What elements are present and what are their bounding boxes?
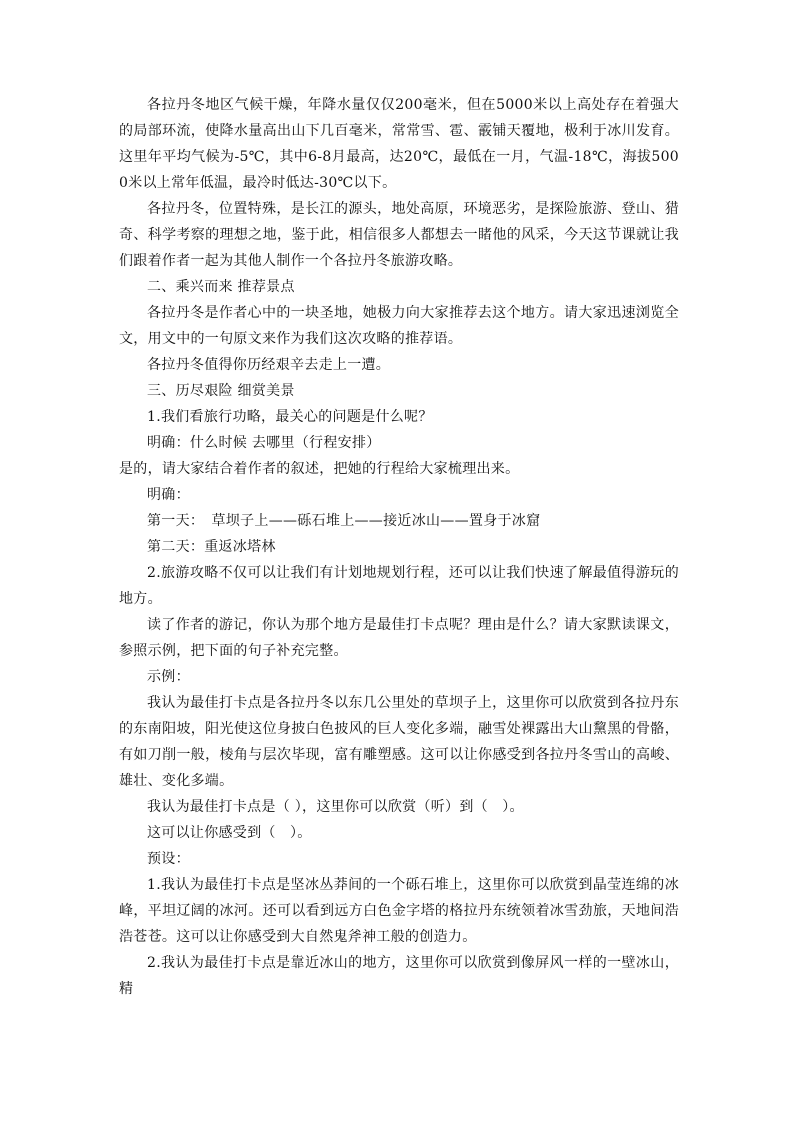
paragraph-recommend: 各拉丹冬是作者心中的一块圣地，她极力向大家推荐去这个地方。请大家迅速浏览全文，用文中的一句原文来作为我们这次攻略的推荐语。: [119, 305, 679, 347]
question-1: 1.我们看旅行功略，最关心的问题是什么呢？: [147, 409, 433, 425]
paragraph-climate: 各拉丹冬地区气候干燥，年降水量仅仅200毫米，但在5000米以上高处存在着强大的局部环流，使降水量高出山下几百毫米，常常雪、雹、霰铺天覆地，极利于冰川发育。这里年平均气候为-5℃，其中6-8月最高，达20℃，最低在一月，气温-18℃，海拔5000米以上常年低温，最冷时低达-30℃以下。: [119, 97, 679, 191]
fill-blank-2: 这可以让你感受到（ ）。: [147, 825, 312, 841]
answer-1: 明确：什么时候 去哪里（行程安排）: [147, 435, 381, 451]
paragraph-intro: 各拉丹冬，位置特殊，是长江的源头，地处高原，环境恶劣，是探险旅游、登山、猎奇、科学考察的理想之地，鉴于此，相信很多人都想去一睹他的风采，今天这节课就让我们跟着作者一起为其他人制作一个各拉丹冬旅游攻略。: [119, 201, 679, 269]
task-1: 是的，请大家结合着作者的叙述，把她的行程给大家梳理出来。: [119, 461, 520, 477]
clarify-label: 明确：: [147, 487, 190, 503]
document-body: [119, 92, 679, 1002]
preset-label: 预设：: [147, 851, 190, 867]
paragraph-quote: 各拉丹冬值得你历经艰辛去走上一遭。: [147, 357, 391, 373]
question-2: 2.旅游攻略不仅可以让我们有计划地规划行程，还可以让我们快速了解最值得游玩的地方。: [119, 565, 679, 607]
preset-2: 2.我认为最佳打卡点是靠近冰山的地方，这里你可以欣赏到像屏风一样的一壁冰山，精: [119, 955, 679, 997]
example-label: 示例：: [147, 669, 190, 685]
section-heading-3: 三、历尽艰险 细赏美景: [147, 383, 295, 399]
task-2: 读了作者的游记，你认为那个地方是最佳打卡点呢？理由是什么？请大家默读课文，参照示例，把下面的句子补充完整。: [119, 617, 679, 659]
preset-1: 1.我认为最佳打卡点是坚冰丛莽间的一个砾石堆上，这里你可以欣赏到晶莹连绵的冰峰，平坦辽阔的冰河。还可以看到远方白色金字塔的格拉丹东统领着冰雪劲旅，天地间浩浩苍苍。这可以让你感受到大自然鬼斧神工般的创造力。: [119, 877, 679, 945]
fill-blank-1: 我认为最佳打卡点是（ ），这里你可以欣赏（听）到（ ）。: [147, 799, 524, 815]
example-paragraph: 我认为最佳打卡点是各拉丹冬以东几公里处的草坝子上，这里你可以欣赏到各拉丹东的东南阳坡，阳光使这位身披白色披风的巨人变化多端，融雪处裸露出大山黧黑的骨骼，有如刀削一般，棱角与层次毕现，富有雕塑感。这可以让你感受到各拉丹冬雪山的高峻、雄壮、变化多端。: [119, 695, 679, 789]
itinerary-day-1: 第一天： 草坝子上——砾石堆上——接近冰山——置身于冰窟: [147, 513, 541, 529]
section-heading-2: 二、乘兴而来 推荐景点: [147, 279, 295, 295]
itinerary-day-2: 第二天：重返冰塔林: [147, 539, 276, 555]
